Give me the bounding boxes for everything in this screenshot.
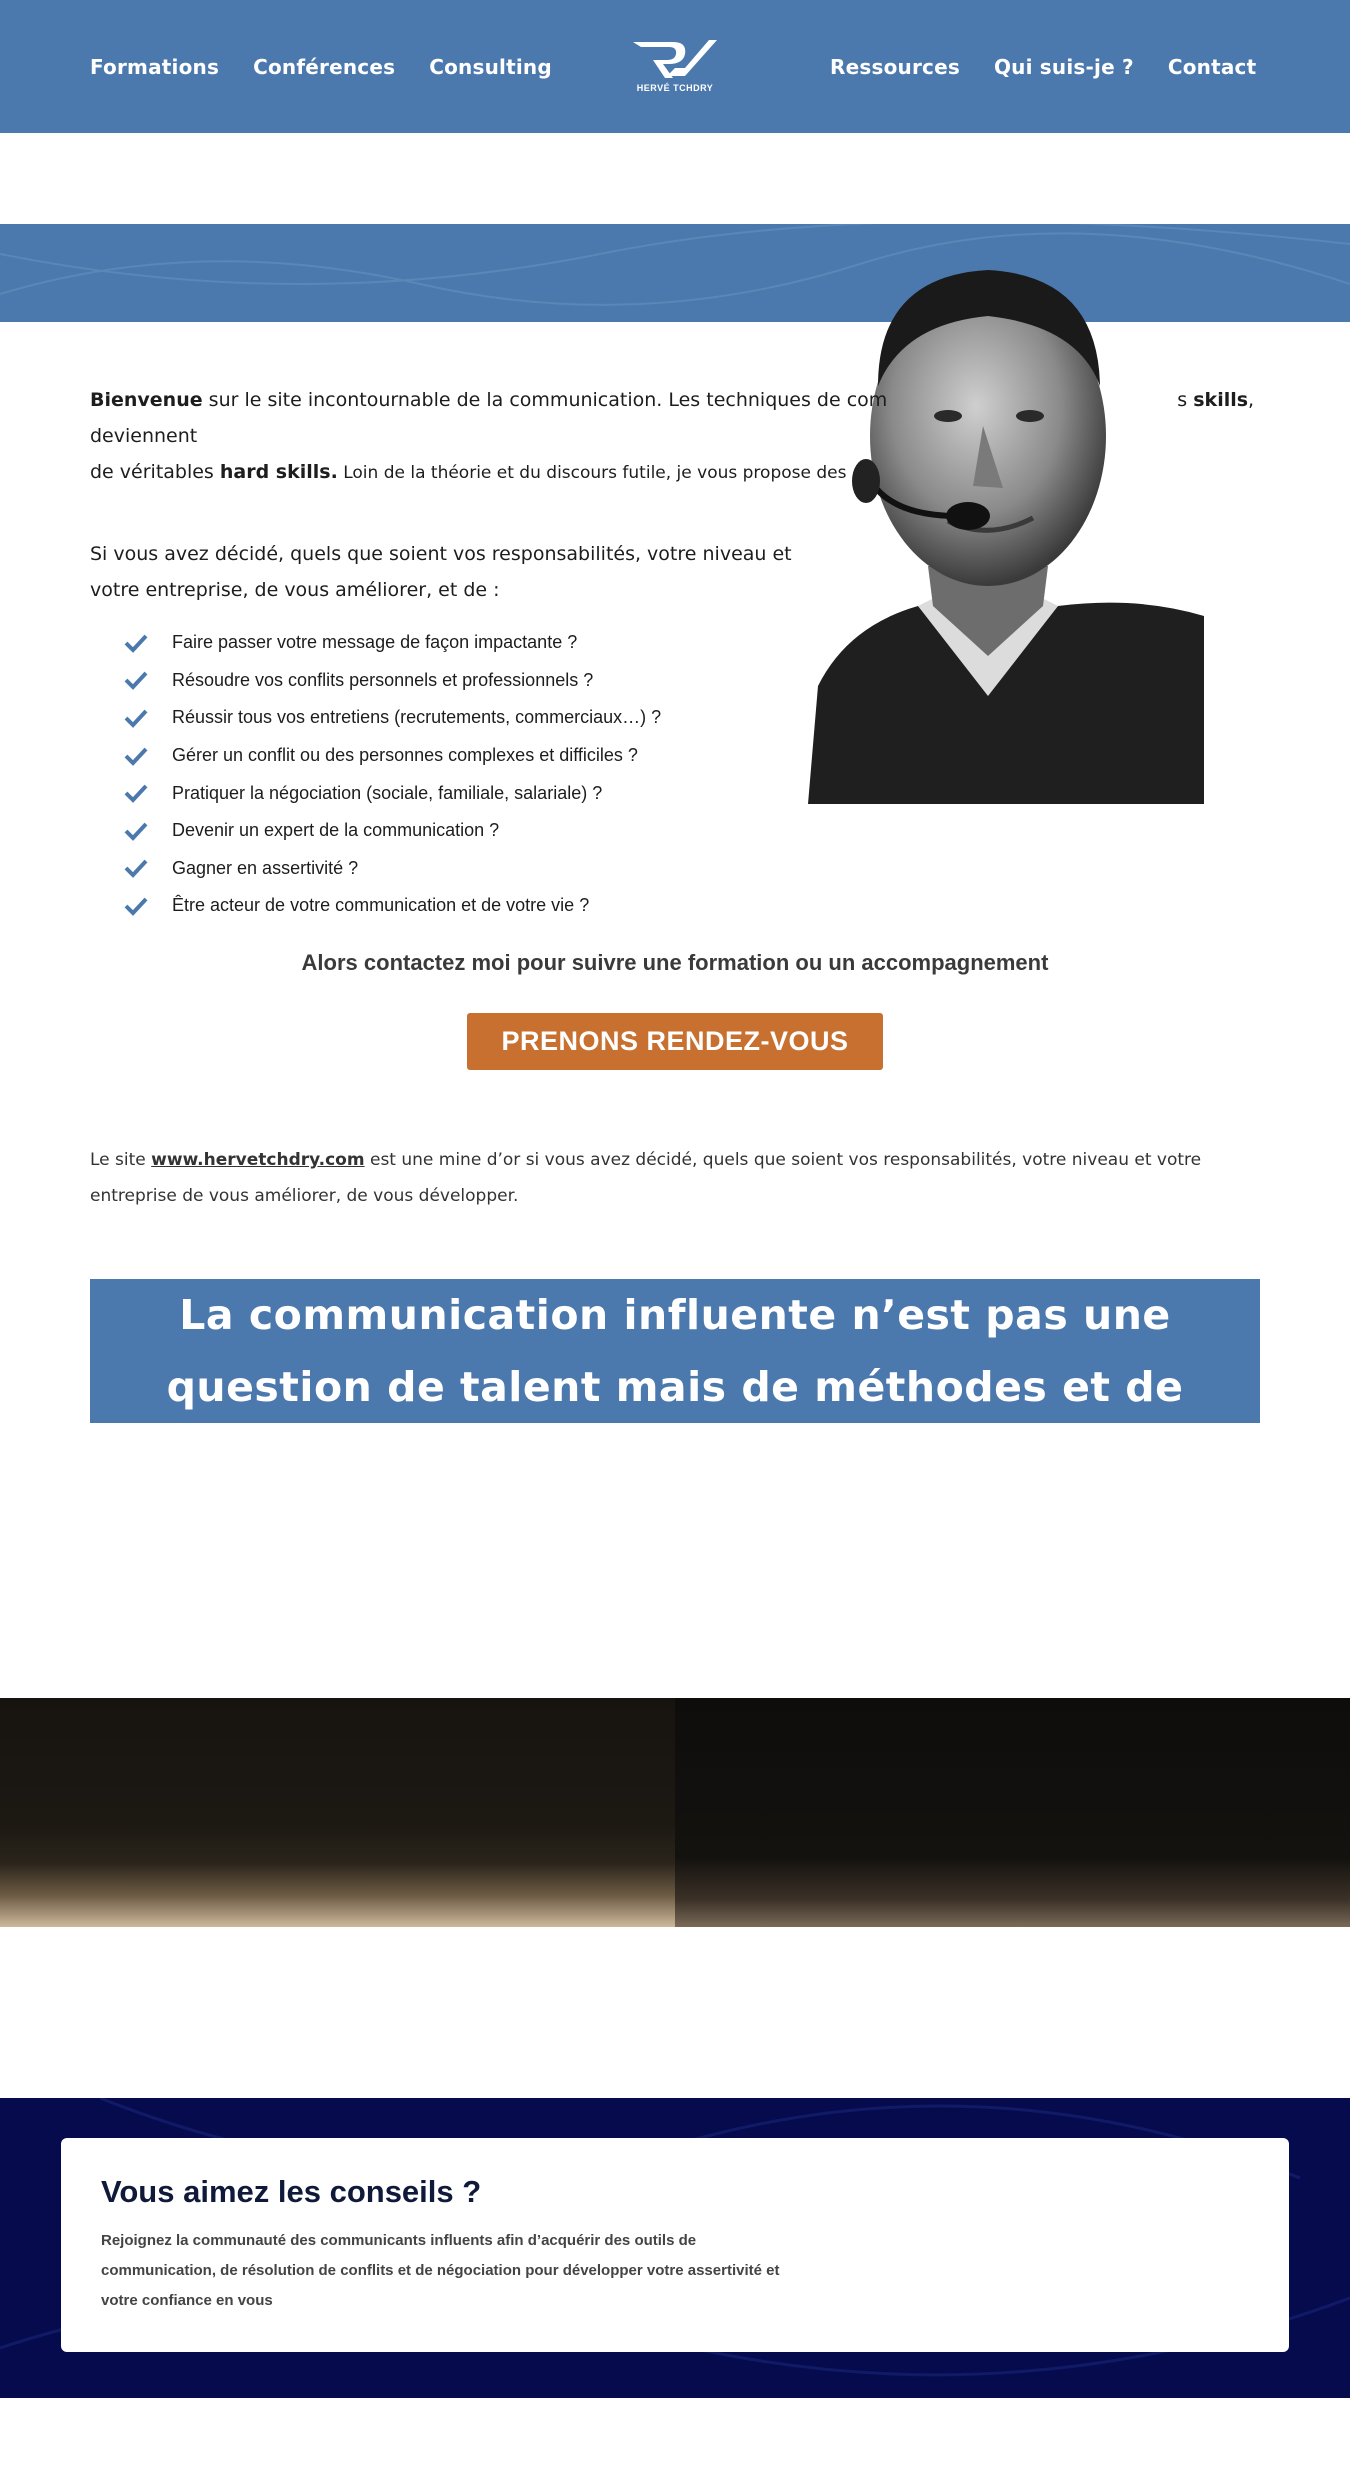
intro-paragraph: [90, 382, 1260, 491]
video-thumbnail-left[interactable]: [0, 1698, 675, 1927]
quote-banner: La communication influente n’est pas une question de talent mais de méthodes et de pratiques.: [90, 1279, 1260, 1423]
list-item-label: Résoudre vos conflits personnels et professionnels ?: [172, 669, 594, 690]
nav-conferences[interactable]: Conférences: [253, 54, 396, 79]
nav-ressources[interactable]: Ressources: [830, 54, 960, 79]
check-icon: [124, 783, 148, 803]
video-thumbnail-right[interactable]: [675, 1698, 1350, 1927]
intro-line-1: [90, 382, 1260, 454]
list-item-label: Faire passer votre message de façon impactante ?: [172, 632, 578, 653]
list-item: [124, 774, 661, 812]
intro-hard-skills: hard skills.: [219, 461, 338, 483]
intro-skills-suffix: s: [1177, 389, 1194, 411]
newsletter-text: Rejoignez la communauté des communicants influents afin d’acquérir des outils de communication, de résolution de conflits et de négociation pour développer votre assertivité et votre confiance en vous: [101, 2232, 780, 2309]
list-item-label: Devenir un expert de la communication ?: [172, 820, 500, 841]
list-item: [124, 850, 661, 888]
check-icon: [124, 896, 148, 916]
list-item-label: Gérer un conflit ou des personnes complexes et difficiles ?: [172, 745, 638, 766]
nav-qui-suis-je[interactable]: Qui suis-je ?: [993, 54, 1134, 79]
list-item-label: Réussir tous vos entretiens (recrutements, commerciaux…) ?: [172, 707, 662, 728]
intro-text-3: Loin de la théorie et du discours futile, je vous propose des: [337, 463, 847, 483]
speaker-portrait: [808, 266, 1204, 804]
nav-right: [830, 0, 1290, 133]
intro-line-2: [90, 454, 1260, 491]
check-icon: [124, 633, 148, 653]
intro-text-2: , deviennent: [90, 389, 1255, 447]
intro-line2-prefix: de véritables: [90, 461, 220, 483]
list-item: [124, 624, 661, 662]
list-item: [124, 887, 661, 925]
logo-mark-icon: [629, 36, 721, 82]
appointment-button[interactable]: PRENONS RENDEZ-VOUS: [467, 1013, 883, 1070]
decide-paragraph: Si vous avez décidé, quels que soient vos responsabilités, votre niveau et votre entreprise, de vous améliorer, et de :: [90, 543, 792, 601]
list-item-label: Être acteur de votre communication et de votre vie ?: [172, 895, 590, 916]
check-icon: [124, 821, 148, 841]
site-para-prefix: Le site: [90, 1150, 152, 1170]
intro-bienvenue: Bienvenue: [90, 389, 203, 411]
intro-text-1: sur le site incontournable de la communication. Les techniques de com: [202, 389, 888, 411]
speaker-silhouette-icon: [808, 266, 1204, 804]
check-icon: [124, 858, 148, 878]
list-item: [124, 699, 661, 737]
list-item-label: Pratiquer la négociation (sociale, familiale, salariale) ?: [172, 782, 603, 803]
list-item-label: Gagner en assertivité ?: [172, 857, 359, 878]
list-item: [124, 737, 661, 775]
goals-checklist: [124, 624, 661, 925]
site-link[interactable]: www.hervetchdry.com: [151, 1150, 365, 1170]
check-icon: [124, 746, 148, 766]
contact-heading: Alors contactez moi pour suivre une formation ou un accompagnement: [301, 950, 1049, 975]
nav-left: [90, 0, 586, 133]
nav-consulting[interactable]: Consulting: [429, 54, 552, 79]
check-icon: [124, 708, 148, 728]
newsletter-title: Vous aimez les conseils ?: [101, 2174, 482, 2209]
site-logo[interactable]: [629, 36, 721, 96]
nav-formations[interactable]: Formations: [90, 54, 220, 79]
newsletter-card: [61, 2138, 1289, 2352]
site-para-suffix: est une mine d’or si vous avez décidé, quels que soient vos responsabilités, votre niveau et votre entreprise de vous améliorer, de vous développer.: [90, 1150, 1202, 1206]
logo-text: HERVÉ TCHDRY: [636, 83, 714, 93]
intro-skills: skills: [1193, 389, 1249, 411]
nav-contact[interactable]: Contact: [1167, 54, 1257, 79]
site-header: [0, 0, 1350, 133]
list-item: [124, 812, 661, 850]
site-paragraph: [90, 1142, 1270, 1214]
list-item: [124, 662, 661, 700]
check-icon: [124, 670, 148, 690]
